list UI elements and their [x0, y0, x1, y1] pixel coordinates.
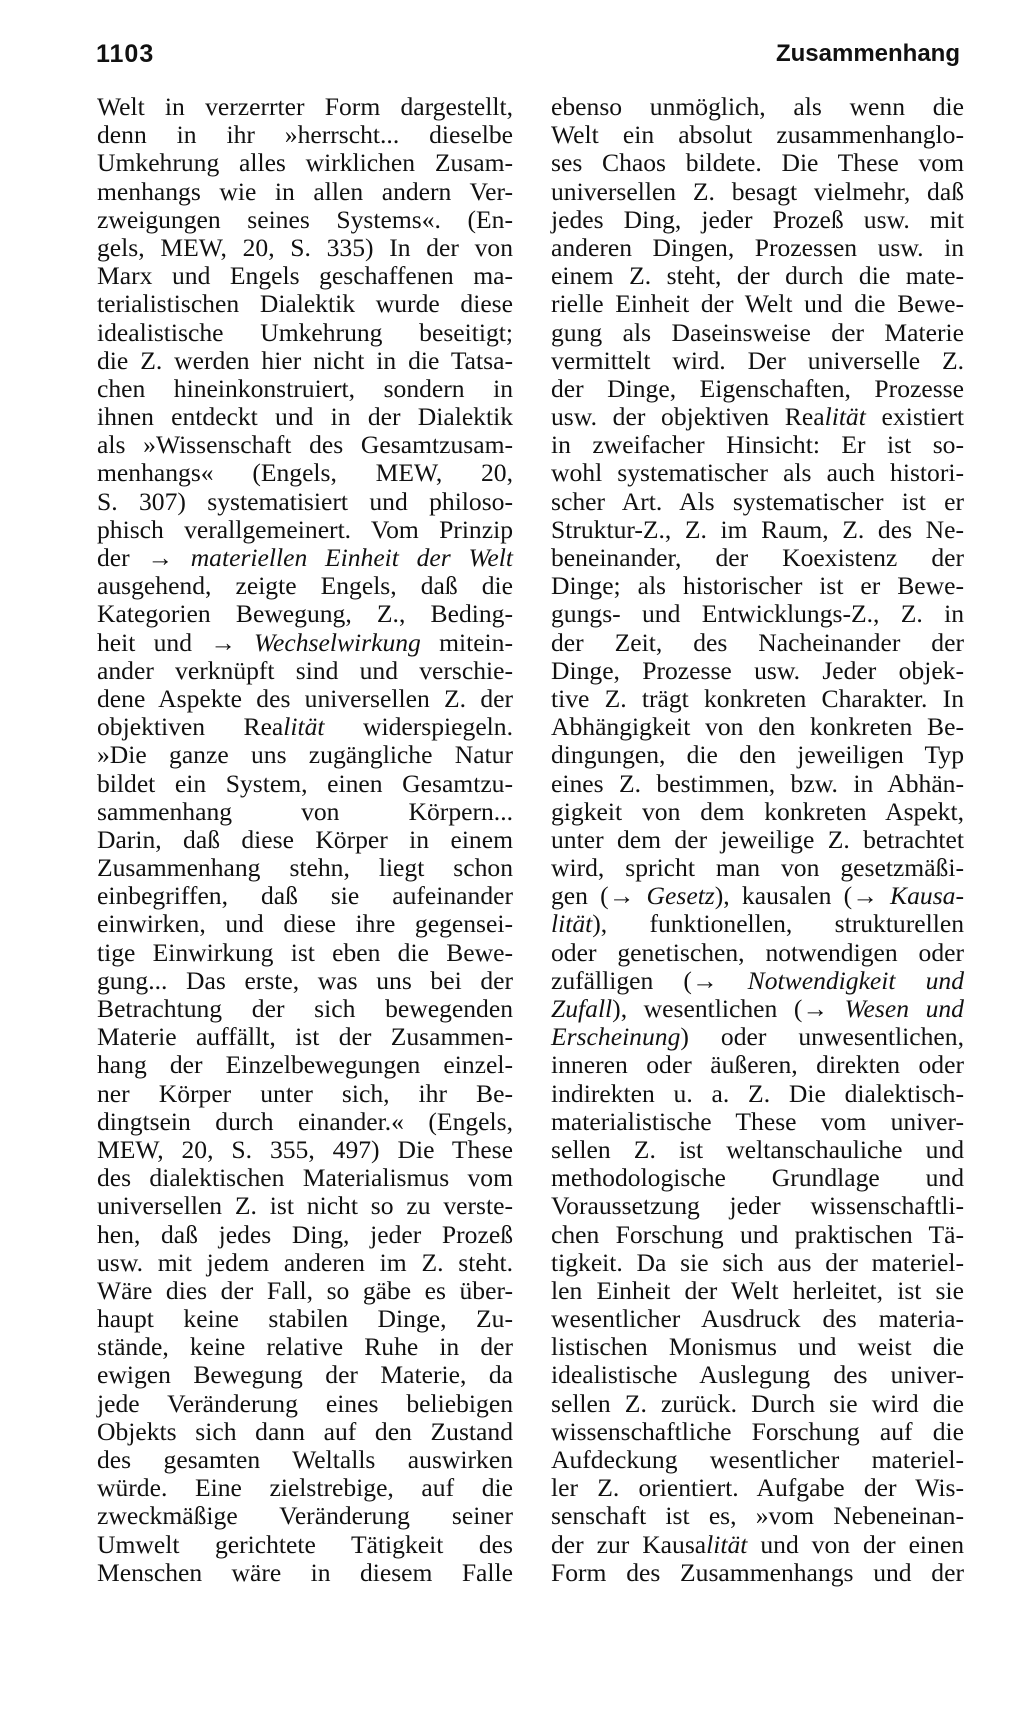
text-line: lität), funktionellen, strukturellen	[551, 909, 964, 939]
text-line: würde. Eine zielstrebige, auf die	[97, 1473, 513, 1503]
text-line: menhangs« (Engels, MEW, 20,	[97, 458, 513, 488]
italic-term: Kausa-	[890, 881, 964, 911]
text-line: ler Z. orientiert. Aufgabe der Wis-	[551, 1473, 964, 1503]
text-line: gels, MEW, 20, S. 335) In der von	[97, 232, 513, 262]
text-line: Voraussetzung jeder wissenschaftli-	[551, 1191, 964, 1221]
text-line: des gesamten Weltalls auswirken	[97, 1445, 513, 1474]
text-line: in zweifacher Hinsicht: Er ist so-	[551, 430, 964, 460]
text-line: Wäre dies der Fall, so gäbe es über-	[97, 1275, 513, 1305]
text-line: Struktur-Z., Z. im Raum, Z. des Ne-	[551, 514, 964, 544]
text-line: gung... Das erste, was uns bei der	[97, 965, 513, 995]
text-line: zufälligen (→ Notwendigkeit und	[551, 965, 964, 995]
text-line: sammenhang von Körpern...	[97, 796, 513, 826]
text-line: der → materiellen Einheit der Welt	[97, 543, 513, 572]
text-line: chen Forschung und praktischen Tä-	[551, 1219, 964, 1249]
text-line: Erscheinung) oder unwesentlichen,	[551, 1022, 964, 1052]
italic-term: Wechselwirkung	[254, 627, 421, 657]
text-line: stände, keine relative Ruhe in der	[97, 1332, 513, 1362]
text-line: Umwelt gerichtete Tätigkeit des	[97, 1529, 513, 1559]
text-line: MEW, 20, S. 355, 497) Die These	[97, 1134, 513, 1164]
text-line: Darin, daß diese Körper in einem	[97, 824, 513, 854]
text-line: einem Z. steht, der durch die mate-	[551, 261, 964, 291]
text-line: Dinge; als historischer ist er Bewe-	[551, 571, 964, 601]
text-line: terialistischen Dialektik wurde diese	[97, 289, 513, 319]
text-line: jede Veränderung eines beliebigen	[97, 1388, 513, 1418]
text-line: der zur Kausalität und von der einen	[551, 1529, 964, 1559]
text-line: materialistische These vom univer-	[551, 1106, 964, 1136]
left-column	[97, 93, 513, 1587]
text-line: Form des Zusammenhangs und der	[551, 1557, 964, 1587]
text-line: bildet ein System, einen Gesamtzu-	[97, 768, 513, 798]
text-line: gen (→ Gesetz), kausalen (→ Kausa-	[551, 881, 964, 911]
text-line: inneren oder äußeren, direkten oder	[551, 1050, 964, 1080]
page-header	[96, 40, 960, 80]
text-line: hen, daß jedes Ding, jeder Prozeß	[97, 1219, 513, 1249]
text-line: menhangs wie in allen andern Ver-	[97, 176, 513, 206]
text-line: universellen Z. besagt vielmehr, daß	[551, 176, 964, 206]
italic-term: Notwendigkeit und	[747, 965, 964, 995]
text-line: wissenschaftliche Forschung auf die	[551, 1416, 964, 1446]
text-line: heit und → Wechselwirkung mitein-	[97, 627, 513, 657]
text-line: dingungen, die den jeweiligen Typ	[551, 740, 964, 770]
text-line: jedes Ding, jeder Prozeß usw. mit	[551, 204, 964, 234]
italic-term: lität	[706, 1529, 748, 1559]
running-head: Zusammenhang	[775, 40, 960, 67]
text-line: Materie auffällt, ist der Zusammen-	[97, 1022, 513, 1052]
text-line: wesentlicher Ausdruck des materia-	[551, 1304, 964, 1334]
text-line: Marx und Engels geschaffenen ma-	[97, 261, 513, 291]
text-line: idealistische Auslegung des univer-	[551, 1360, 964, 1390]
italic-term: materiellen Einheit der Welt	[190, 543, 513, 572]
text-line: S. 307) systematisiert und philoso-	[97, 486, 513, 516]
text-line: Menschen wäre in diesem Falle	[97, 1557, 513, 1587]
italic-term: Zufall	[551, 994, 613, 1023]
text-line: zweckmäßige Veränderung seiner	[97, 1501, 513, 1531]
text-line: scher Art. Als systematischer ist er	[551, 486, 964, 516]
text-line: Betrachtung der sich bewegenden	[97, 994, 513, 1023]
text-line: Objekts sich dann auf den Zustand	[97, 1416, 513, 1446]
text-line: ander verknüpft sind und verschie-	[97, 655, 513, 685]
text-line: usw. der objektiven Realität existiert	[551, 402, 964, 432]
text-line: chen hineinkonstruiert, sondern in	[97, 373, 513, 403]
text-line: len Einheit der Welt herleitet, ist sie	[551, 1275, 964, 1305]
text-line: Umkehrung alles wirklichen Zusam-	[97, 148, 513, 178]
text-line: rielle Einheit der Welt und die Bewe-	[551, 289, 964, 319]
text-line: Zufall), wesentlichen (→ Wesen und	[551, 994, 964, 1023]
text-line: tigkeit. Da sie sich aus der materiel-	[551, 1247, 964, 1277]
text-line: wohl systematischer als auch histori-	[551, 458, 964, 488]
italic-term: lität	[283, 712, 325, 742]
text-line: Dinge, Prozesse usw. Jeder objek-	[551, 655, 964, 685]
text-line: usw. mit jedem anderen im Z. steht.	[97, 1247, 513, 1277]
text-line: dingtsein durch einander.« (Engels,	[97, 1106, 513, 1136]
page-number: 1103	[96, 40, 155, 68]
text-line: Abhängigkeit von den konkreten Be-	[551, 712, 964, 742]
text-line: vermittelt wird. Der universelle Z.	[551, 345, 964, 375]
text-line: oder genetischen, notwendigen oder	[551, 937, 964, 967]
text-line: dene Aspekte des universellen Z. der	[97, 683, 513, 713]
text-line: ses Chaos bildete. Die These vom	[551, 148, 964, 178]
text-line: des dialektischen Materialismus vom	[97, 1163, 513, 1193]
text-line: sellen Z. ist weltanschauliche und	[551, 1134, 964, 1164]
text-line: universellen Z. ist nicht so zu verste-	[97, 1191, 513, 1221]
text-line: senschaft ist es, »vom Nebeneinan-	[551, 1501, 964, 1531]
text-line: haupt keine stabilen Dinge, Zu-	[97, 1304, 513, 1334]
text-line: Welt in verzerrter Form dargestellt,	[97, 92, 513, 121]
text-line: gigkeit von dem konkreten Aspekt,	[551, 796, 964, 826]
text-line: sellen Z. zurück. Durch sie wird die	[551, 1388, 964, 1418]
text-line: einbegriffen, daß sie aufeinander	[97, 881, 513, 911]
text-line: tige Einwirkung ist eben die Bewe-	[97, 937, 513, 967]
italic-term: lität	[551, 909, 593, 939]
italic-term: lität	[824, 402, 866, 432]
text-line: ihnen entdeckt und in der Dialektik	[97, 402, 513, 432]
text-line: »Die ganze uns zugängliche Natur	[97, 740, 513, 770]
text-line: Aufdeckung wesentlicher materiel-	[551, 1445, 964, 1474]
text-line: methodologische Grundlage und	[551, 1163, 964, 1193]
text-line: denn in ihr »herrscht... dieselbe	[97, 120, 513, 150]
text-line: einwirken, und diese ihre gegensei-	[97, 909, 513, 939]
text-line: gung als Daseinsweise der Materie	[551, 317, 964, 347]
text-line: indirekten u. a. Z. Die dialektisch-	[551, 1078, 964, 1108]
italic-term: Gesetz	[646, 881, 715, 911]
italic-term: Wesen und	[844, 994, 964, 1023]
text-line: Welt ein absolut zusammenhanglo-	[551, 120, 964, 150]
text-line: als »Wissenschaft des Gesamtzusam-	[97, 430, 513, 460]
text-line: beneinander, der Koexistenz der	[551, 543, 964, 572]
text-line: idealistische Umkehrung beseitigt;	[97, 317, 513, 347]
text-line: tive Z. trägt konkreten Charakter. In	[551, 683, 964, 713]
text-line: hang der Einzelbewegungen einzel-	[97, 1050, 513, 1080]
text-line: ewigen Bewegung der Materie, da	[97, 1360, 513, 1390]
text-line: ausgehend, zeigte Engels, daß die	[97, 571, 513, 601]
text-line: Zusammenhang stehn, liegt schon	[97, 853, 513, 883]
text-line: der Dinge, Eigenschaften, Prozesse	[551, 373, 964, 403]
text-line: anderen Dingen, Prozessen usw. in	[551, 232, 964, 262]
text-line: phisch verallgemeinert. Vom Prinzip	[97, 514, 513, 544]
text-line: listischen Monismus und weist die	[551, 1332, 964, 1362]
text-line: objektiven Realität widerspiegeln.	[97, 712, 513, 742]
text-line: Kategorien Bewegung, Z., Beding-	[97, 599, 513, 629]
text-line: die Z. werden hier nicht in die Tatsa-	[97, 345, 513, 375]
text-line: gungs- und Entwicklungs-Z., Z. in	[551, 599, 964, 629]
text-line: der Zeit, des Nacheinander der	[551, 627, 964, 657]
text-line: unter dem der jeweilige Z. betrachtet	[551, 824, 964, 854]
text-line: eines Z. bestimmen, bzw. in Abhän-	[551, 768, 964, 798]
text-line: zweigungen seines Systems«. (En-	[97, 204, 513, 234]
text-line: ner Körper unter sich, ihr Be-	[97, 1078, 513, 1108]
italic-term: Erscheinung	[551, 1022, 681, 1052]
right-column	[551, 93, 964, 1587]
text-line: ebenso unmöglich, als wenn die	[551, 92, 964, 121]
text-line: wird, spricht man von gesetzmäßi-	[551, 853, 964, 883]
